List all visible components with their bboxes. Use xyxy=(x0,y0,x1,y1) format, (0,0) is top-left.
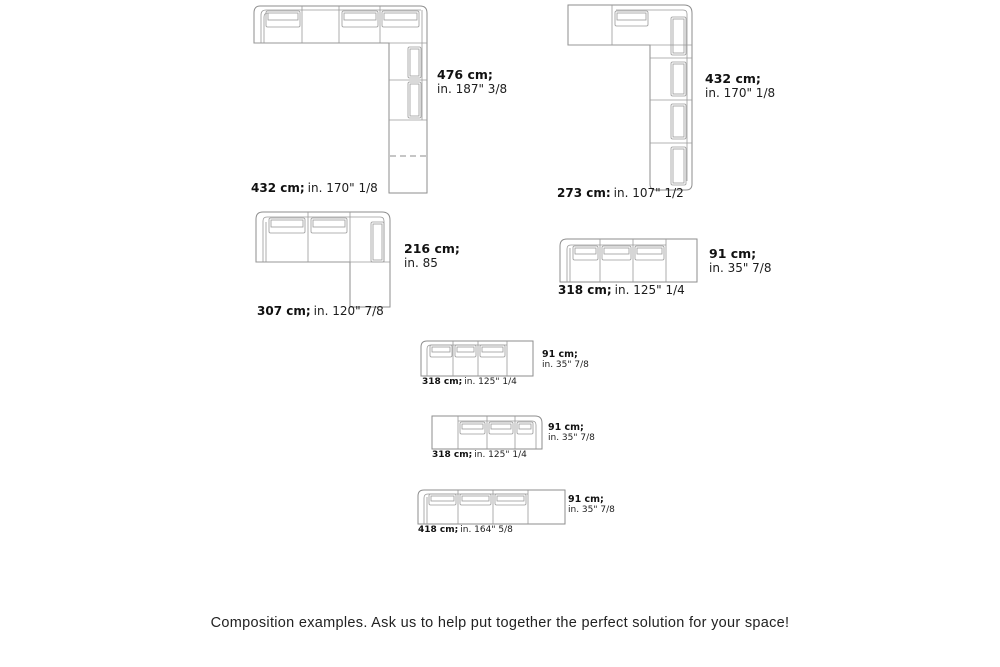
dimension-cm: 318 cm; xyxy=(422,377,463,387)
dimension-label xyxy=(705,71,775,101)
caption-text: Composition examples. Ask us to help put together the perfect solution for your space! xyxy=(210,615,790,631)
sofa-drawing-large-corner-left xyxy=(252,5,428,195)
sofa-drawing-straight-1 xyxy=(558,237,700,285)
dimension-label xyxy=(257,304,384,318)
dimension-inches: in. 35" 7/8 xyxy=(568,505,615,515)
sofa-outline-icon xyxy=(566,3,694,193)
dimension-label xyxy=(568,494,615,516)
dimension-inches: in. 170" 1/8 xyxy=(705,86,776,100)
dimension-inches: in. 125" 1/4 xyxy=(474,450,527,460)
dimension-cm: 91 cm; xyxy=(548,422,584,433)
dimension-inches: in. 85 xyxy=(404,256,438,270)
sofa-outline-icon xyxy=(430,414,544,451)
dimension-cm: 91 cm; xyxy=(542,349,578,360)
dimension-inches: in. 35" 7/8 xyxy=(709,261,772,275)
dimension-label xyxy=(404,241,460,271)
dimension-cm: 432 cm; xyxy=(251,181,305,195)
dimension-cm: 418 cm; xyxy=(418,525,459,535)
dimension-cm: 318 cm; xyxy=(432,450,473,460)
dimension-cm: 216 cm; xyxy=(404,241,460,256)
sofa-outline-icon xyxy=(254,209,394,309)
dimension-inches: in. 125" 1/4 xyxy=(464,377,517,387)
dimension-cm: 432 cm; xyxy=(705,71,761,86)
dimension-label xyxy=(542,349,589,371)
dimension-inches: in. 187" 3/8 xyxy=(437,82,508,96)
dimension-cm: 273 cm: xyxy=(557,186,611,200)
dimension-label xyxy=(557,186,684,200)
sofa-outline-icon xyxy=(419,339,535,378)
dimension-inches: in. 125" 1/4 xyxy=(614,283,685,297)
dimension-label xyxy=(558,283,685,297)
dimension-label xyxy=(709,246,771,276)
dimension-label xyxy=(437,67,507,97)
dimension-inches: in. 164" 5/8 xyxy=(460,525,513,535)
sofa-outline-icon xyxy=(558,237,700,285)
dimension-inches: in. 170" 1/8 xyxy=(307,181,378,195)
dimension-label xyxy=(432,450,527,460)
dimension-cm: 318 cm; xyxy=(558,283,612,297)
sofa-drawing-small-corner xyxy=(254,209,394,309)
sofa-drawing-straight-2 xyxy=(419,339,535,378)
dimension-label xyxy=(422,377,517,387)
dimension-cm: 307 cm; xyxy=(257,304,311,318)
dimension-inches: in. 107" 1/2 xyxy=(613,186,684,200)
dimension-inches: in. 35" 7/8 xyxy=(548,433,595,443)
dimension-label xyxy=(548,422,595,444)
dimension-cm: 91 cm; xyxy=(709,246,757,261)
dimension-cm: 91 cm; xyxy=(568,494,604,505)
sofa-outline-icon xyxy=(252,5,428,195)
sofa-drawing-large-corner-right xyxy=(566,3,694,193)
dimension-inches: in. 35" 7/8 xyxy=(542,360,589,370)
dimension-label xyxy=(251,181,378,195)
sofa-drawing-straight-4 xyxy=(416,488,567,527)
sofa-drawing-straight-3 xyxy=(430,414,544,451)
dimension-inches: in. 120" 7/8 xyxy=(313,304,384,318)
dimension-label xyxy=(418,525,513,535)
dimension-cm: 476 cm; xyxy=(437,67,493,82)
sofa-outline-icon xyxy=(416,488,567,527)
